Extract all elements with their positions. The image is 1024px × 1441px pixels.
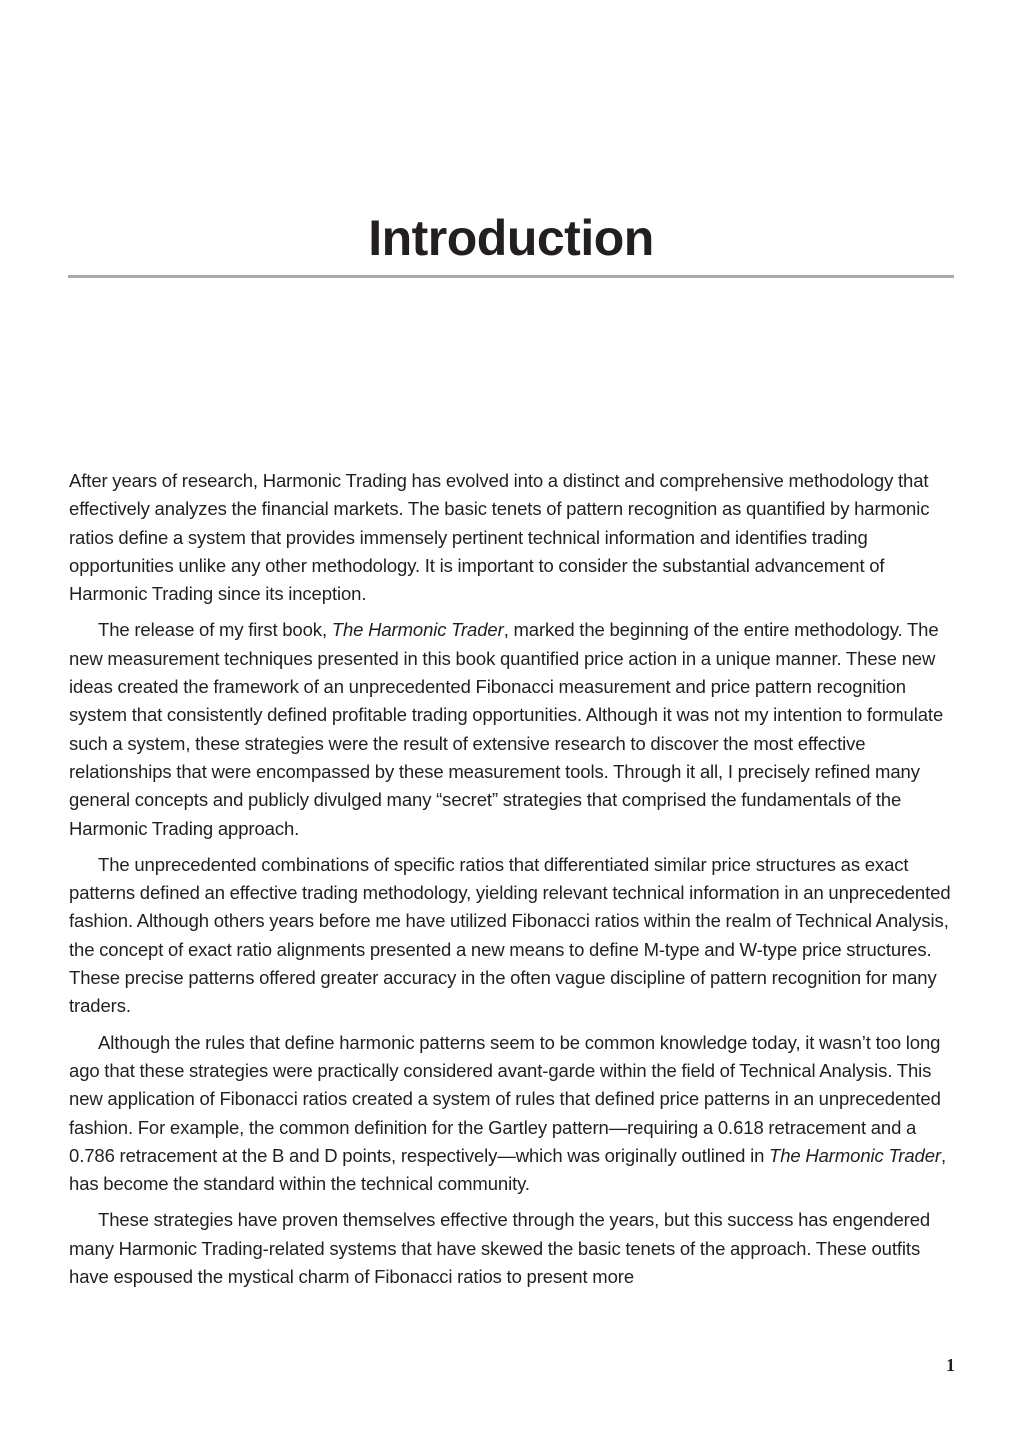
paragraph — [69, 1029, 955, 1199]
paragraph-text: Although the rules that define harmonic patterns seem to be common knowledge today, it wasn’t too long ago that these strategies were practically considered avant-garde within the field of Technical Analysis. This new application of Fibonacci ratios created a system of rules that defined price patterns in an unprecedented fashion. For example, the common definition for the Gartley pattern—requiring a 0.618 retracement and a 0.786 retracement at the B and D points, respectively—which was originally outlined in — [69, 1031, 941, 1166]
paragraph — [69, 467, 955, 608]
paragraph-text: The unprecedented combinations of specific ratios that differentiated similar price structures as exact patterns defined an effective trading methodology, yielding relevant technical information in an unprecedented fashion. Although others years before me have utilized Fibonacci ratios within the realm of Technical Analysis, the concept of exact ratio alignments presented a new means to define M-type and W-type price structures. These precise patterns offered greater accuracy in the often vague discipline of pattern recognition for many traders. — [69, 853, 951, 1017]
paragraph-text: , has become the standard within the technical community. — [69, 1144, 947, 1195]
paragraph-text: The release of my first book, — [98, 619, 332, 641]
page-number: 1 — [946, 1355, 955, 1375]
paragraph-text: After years of research, Harmonic Trading has evolved into a distinct and comprehensive methodology that effectively analyzes the financial markets. The basic tenets of pattern recognition as quantified by harmonic ratios define a system that provides immensely pertinent technical information and identifies trading opportunities unlike any other methodology. It is important to consider the substantial advancement of Harmonic Trading since its inception. — [69, 470, 930, 605]
paragraph-text: , marked the beginning of the entire methodology. The new measurement techniques presented in this book quantified price action in a unique manner. These new ideas created the framework of an unprecedented Fibonacci measurement and price pattern recognition system that consistently defined profitable trading opportunities. Although it was not my intention to formulate such a system, these strategies were the result of extensive research to discover the most effective relationships that were encompassed by these measurement tools. Through it all, I precisely refined many general concepts and publicly divulged many “secret” strategies that comprised the fundamentals of the Harmonic Trading approach. — [69, 619, 944, 839]
paragraph — [69, 1206, 955, 1291]
book-title: The Harmonic Trader — [769, 1144, 941, 1166]
body-text — [69, 467, 955, 1299]
chapter-title: Introduction — [368, 210, 654, 266]
title-rule — [68, 275, 954, 278]
book-title: The Harmonic Trader — [331, 619, 504, 641]
paragraph — [69, 616, 955, 842]
paragraph — [69, 851, 955, 1021]
paragraph-text: These strategies have proven themselves effective through the years, but this success has engendered many Harmonic Trading-related systems that have skewed the basic tenets of the approach. These outfits have espoused the mystical charm of Fibonacci ratios to present more — [69, 1209, 931, 1288]
